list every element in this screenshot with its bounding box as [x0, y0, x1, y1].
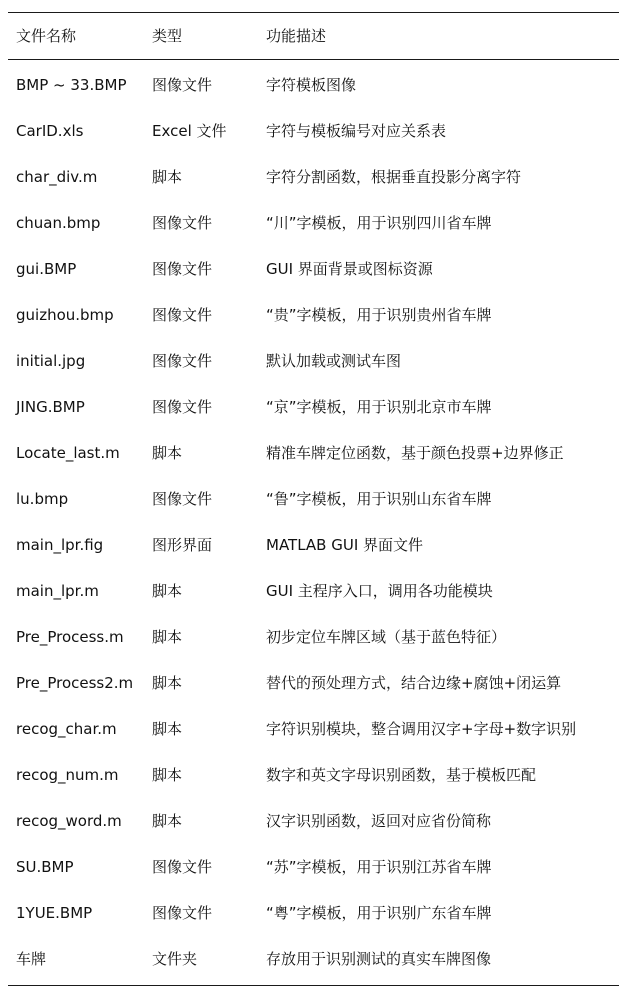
cell-description: “鲁”字模板，用于识别山东省车牌: [266, 490, 492, 508]
table-row: [8, 154, 619, 200]
cell-type: 图像文件: [152, 214, 213, 232]
cell-description: 汉字识别函数，返回对应省份简称: [266, 812, 492, 830]
cell-type: 图形界面: [152, 536, 213, 554]
table-row: [8, 200, 619, 246]
cell-type: 脚本: [152, 444, 183, 462]
cell-filename: initial.jpg: [16, 352, 86, 370]
cell-description: 字符与模板编号对应关系表: [266, 122, 447, 140]
table-row: [8, 522, 619, 568]
cell-filename: BMP ~ 33.BMP: [16, 76, 127, 94]
cell-type: 脚本: [152, 720, 183, 738]
table-row: [8, 798, 619, 844]
cell-type: 图像文件: [152, 904, 213, 922]
cell-type: 脚本: [152, 628, 183, 646]
table-row: [8, 890, 619, 936]
cell-filename: 车牌: [16, 950, 47, 968]
cell-filename: main_lpr.fig: [16, 536, 104, 554]
table-row: [8, 292, 619, 338]
table-row: [8, 568, 619, 614]
cell-description: GUI 界面背景或图标资源: [266, 260, 433, 278]
table-row: [8, 384, 619, 430]
header-filename: 文件名称: [16, 27, 77, 45]
cell-type: 图像文件: [152, 260, 213, 278]
cell-description: 初步定位车牌区域（基于蓝色特征）: [266, 628, 507, 646]
cell-description: “京”字模板，用于识别北京市车牌: [266, 398, 492, 416]
header-description: 功能描述: [266, 27, 327, 45]
cell-description: 字符分割函数，根据垂直投影分离字符: [266, 168, 522, 186]
cell-filename: gui.BMP: [16, 260, 77, 278]
header-type: 类型: [152, 27, 183, 45]
cell-description: GUI 主程序入口，调用各功能模块: [266, 582, 493, 600]
table-row: [8, 660, 619, 706]
cell-filename: SU.BMP: [16, 858, 74, 876]
cell-description: 数字和英文字母识别函数，基于模板匹配: [266, 766, 537, 784]
cell-type: 图像文件: [152, 490, 213, 508]
table-row: [8, 752, 619, 798]
cell-filename: recog_word.m: [16, 812, 122, 830]
cell-filename: chuan.bmp: [16, 214, 101, 232]
cell-type: 文件夹: [152, 950, 198, 968]
cell-description: “粤”字模板，用于识别广东省车牌: [266, 904, 492, 922]
cell-filename: Locate_last.m: [16, 444, 120, 462]
cell-type: Excel 文件: [152, 122, 227, 140]
table-row: [8, 614, 619, 660]
table-header-row: [8, 13, 619, 59]
cell-filename: char_div.m: [16, 168, 98, 186]
cell-type: 脚本: [152, 674, 183, 692]
table-row: [8, 62, 619, 108]
cell-type: 图像文件: [152, 352, 213, 370]
table-row: [8, 936, 619, 982]
table-row: [8, 476, 619, 522]
table-row: [8, 706, 619, 752]
cell-filename: Pre_Process2.m: [16, 674, 134, 692]
cell-description: MATLAB GUI 界面文件: [266, 536, 424, 554]
cell-description: 替代的预处理方式，结合边缘+腐蚀+闭运算: [266, 674, 562, 692]
cell-type: 脚本: [152, 812, 183, 830]
cell-description: 字符识别模块，整合调用汉字+字母+数字识别: [266, 720, 577, 738]
cell-description: “苏”字模板，用于识别江苏省车牌: [266, 858, 492, 876]
cell-description: 默认加载或测试车图: [266, 352, 402, 370]
cell-filename: lu.bmp: [16, 490, 69, 508]
bottom-rule: [8, 985, 619, 986]
cell-filename: recog_char.m: [16, 720, 117, 738]
cell-type: 图像文件: [152, 398, 213, 416]
cell-type: 脚本: [152, 168, 183, 186]
cell-filename: main_lpr.m: [16, 582, 99, 600]
table-row: [8, 246, 619, 292]
cell-description: 精准车牌定位函数，基于颜色投票+边界修正: [266, 444, 564, 462]
table-row: [8, 108, 619, 154]
cell-filename: recog_num.m: [16, 766, 119, 784]
cell-description: 字符模板图像: [266, 76, 357, 94]
cell-filename: 1YUE.BMP: [16, 904, 93, 922]
cell-description: “贵”字模板，用于识别贵州省车牌: [266, 306, 492, 324]
cell-filename: Pre_Process.m: [16, 628, 124, 646]
cell-description: “川”字模板，用于识别四川省车牌: [266, 214, 492, 232]
cell-filename: guizhou.bmp: [16, 306, 114, 324]
cell-filename: JING.BMP: [16, 398, 85, 416]
table-body: [8, 60, 619, 985]
cell-filename: CarID.xls: [16, 122, 84, 140]
table-row: [8, 844, 619, 890]
cell-type: 图像文件: [152, 76, 213, 94]
table-row: [8, 338, 619, 384]
cell-type: 脚本: [152, 582, 183, 600]
table-row: [8, 430, 619, 476]
cell-type: 脚本: [152, 766, 183, 784]
cell-type: 图像文件: [152, 858, 213, 876]
cell-description: 存放用于识别测试的真实车牌图像: [266, 950, 492, 968]
file-table: [8, 12, 619, 986]
cell-type: 图像文件: [152, 306, 213, 324]
